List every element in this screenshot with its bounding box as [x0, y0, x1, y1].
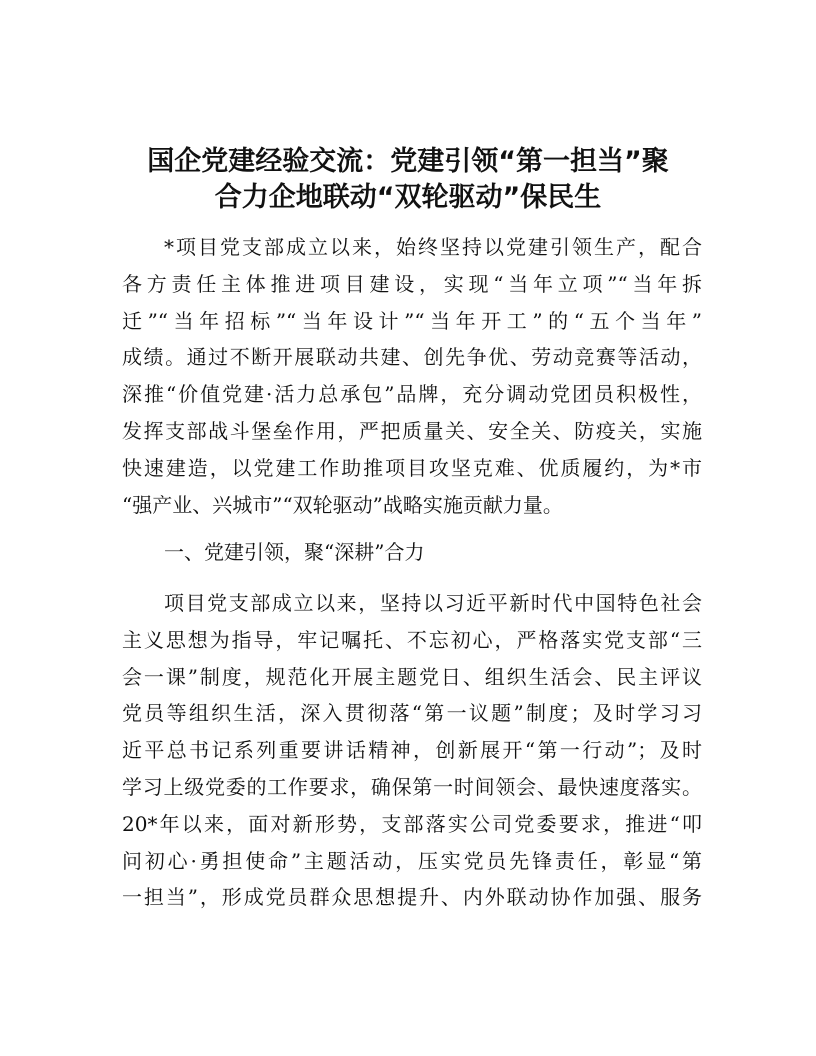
text-line: 迁”“当年招标”“当年设计”“当年开工”的“五个当年”	[122, 308, 702, 333]
text-line: 主义思想为指导，牢记嘱托、不忘初心，严格落实党支部“三	[122, 627, 702, 652]
text-line: 会一课”制度，规范化开展主题党日、组织生活会、民主评议	[122, 664, 702, 689]
document-title-line-2: 合力企地联动“双轮驱动”保民生	[214, 182, 602, 213]
text-line: 20*年以来，面对新形势，支部落实公司党委要求，推进“叩	[122, 811, 702, 836]
document-title-line-1: 国企党建经验交流：党建引领“第一担当”聚	[147, 146, 669, 177]
text-line: 各方责任主体推进项目建设，实现“当年立项”“当年拆	[122, 271, 702, 296]
text-line: 深推“价值党建·活力总承包”品牌，充分调动党团员积极性，	[122, 382, 702, 407]
text-line: 成绩。通过不断开展联动共建、创先争优、劳动竞赛等活动，	[122, 345, 702, 370]
section-heading	[122, 534, 702, 571]
text-line: 党员等组织生活，深入贯彻落“第一议题”制度；及时学习习	[122, 701, 702, 726]
text-line: 问初心·勇担使命”主题活动，压实党员先锋责任，彰显“第	[122, 848, 702, 873]
text-line: 一担当”，形成党员群众思想提升、内外联动协作加强、服务	[122, 885, 702, 910]
text-line: 近平总书记系列重要讲话精神，创新展开“第一行动”；及时	[122, 738, 702, 763]
section-paragraph	[122, 585, 702, 916]
text-line: 项目党支部成立以来，坚持以习近平新时代中国特色社会	[164, 591, 702, 615]
text-line: “强产业、兴城市”“双轮驱动”战略实施贡献力量。	[122, 492, 563, 517]
section-heading-text: 一、党建引领，聚“深耕”合力	[164, 540, 425, 564]
text-line: 快速建造，以党建工作助推项目攻坚克难、优质履约，为*市	[122, 455, 702, 480]
text-line: *项目党支部成立以来，始终坚持以党建引领生产，配合	[164, 235, 702, 259]
text-line: 学习上级党委的工作要求，确保第一时间领会、最快速度落实。	[122, 774, 702, 799]
intro-paragraph	[122, 229, 702, 523]
text-line: 发挥支部战斗堡垒作用，严把质量关、安全关、防疫关，实施	[122, 418, 702, 443]
